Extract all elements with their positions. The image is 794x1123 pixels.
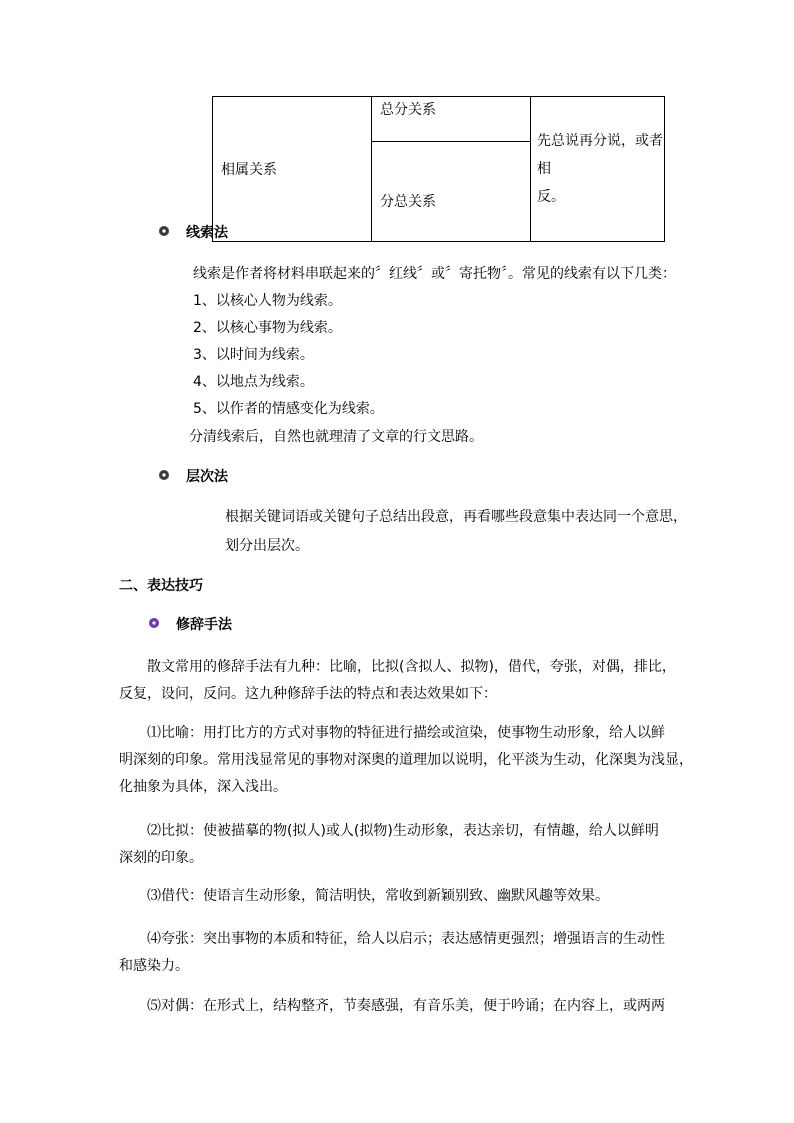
clue-item: 1、以核心人物为线索。	[193, 293, 342, 309]
hyperbole-line1: ⑷夸张：突出事物的本质和特征，给人以启示；表达感情更强烈；增强语言的生动性	[147, 931, 665, 947]
clue-heading: 线索法	[186, 225, 228, 241]
bullet-icon	[159, 470, 169, 480]
clue-item: 3、以时间为线索。	[193, 347, 314, 363]
level-heading: 层次法	[186, 469, 228, 485]
table-sub-part-total: 分总关系	[372, 142, 531, 242]
relation-table	[212, 96, 665, 242]
metonymy-line1: ⑶借代：使语言生动形象，简洁明快，常收到新颖别致、幽默风趣等效果。	[147, 888, 609, 904]
level-line2: 划分出层次。	[225, 538, 309, 554]
clue-item: 2、以核心事物为线索。	[193, 320, 342, 336]
table-desc-line1: 先总说再分说，或者相	[537, 133, 663, 177]
clue-intro: 线索是作者将材料串联起来的〞红线〞或〞寄托物〞。常见的线索有以下几类：	[193, 266, 676, 282]
table-description	[531, 97, 665, 242]
rhetoric-intro-line1: 散文常用的修辞手法有九种：比喻，比拟(含拟人、拟物)，借代，夸张，对偶，排比，	[147, 659, 676, 675]
antithesis-line1: ⑸对偶：在形式上，结构整齐，节奏感强，有音乐美，便于吟诵；在内容上，或两两	[147, 998, 665, 1014]
clue-item: 5、以作者的情感变化为线索。	[193, 401, 384, 417]
bullet-icon	[159, 226, 169, 236]
clue-item: 4、以地点为线索。	[193, 374, 314, 390]
personification-line2: 深刻的印象。	[119, 850, 203, 866]
personification-line1: ⑵比拟：使被描摹的物(拟人)或人(拟物)生动形象，表达亲切，有情趣，给人以鲜明	[147, 823, 659, 839]
rhetoric-intro-line2: 反复，设问，反问。这九种修辞手法的特点和表达效果如下：	[119, 686, 497, 702]
rhetoric-heading: 修辞手法	[176, 617, 232, 633]
table-desc-line2: 反。	[537, 189, 565, 205]
level-line1: 根据关键词语或关键句子总结出段意，再看哪些段意集中表达同一个意思，	[225, 509, 687, 525]
clue-conclusion: 分清线索后，自然也就理清了文章的行文思路。	[189, 429, 483, 445]
section2-heading: 二、表达技巧	[119, 578, 203, 594]
bullet-icon	[149, 618, 159, 628]
table-row-label: 相属关系	[213, 97, 372, 242]
table-sub-total-part: 总分关系	[372, 97, 531, 142]
hyperbole-line2: 和感染力。	[119, 958, 189, 974]
metaphor-line1: ⑴比喻：用打比方的方式对事物的特征进行描绘或渲染，使事物生动形象，给人以鲜	[147, 725, 665, 741]
metaphor-line2: 明深刻的印象。常用浅显常见的事物对深奥的道理加以说明，化平淡为生动，化深奥为浅显，	[119, 752, 693, 768]
metaphor-line3: 化抽象为具体，深入浅出。	[119, 779, 287, 795]
